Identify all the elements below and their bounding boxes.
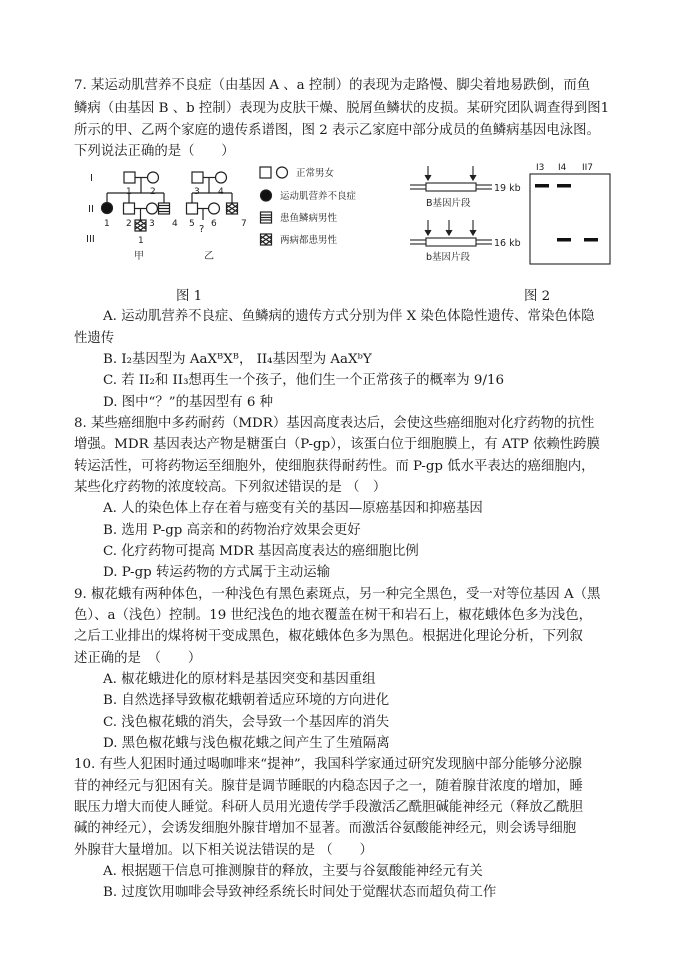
num-ii1: 1 <box>104 219 110 229</box>
lane-label-i4: I4 <box>558 163 567 173</box>
band-i3-19kb <box>535 184 549 188</box>
num-ii3: 3 <box>149 219 155 229</box>
pedigree-i1 <box>124 172 135 183</box>
q7-option-b: B. I₂基因型为 AaXᴮXᴮ， II₄基因型为 AaXᵇY <box>103 352 372 367</box>
q9-stem-line-2: 色）、a（浅色）控制。19 世纪浅色的地衣覆盖在树干和岩石上，椒花蛾体色多为浅色， <box>74 608 593 623</box>
q7-stem-line-2: 鳞病（由基因 B 、b 控制）表现为皮肤干燥、脱屑鱼鳞状的皮损。某研究团队调查得到图1 <box>74 101 610 116</box>
q10-stem-line-2: 苷的神经元与犯困有关。腺苷是调节睡眠的内稳态因子之一，随着腺苷浓度的增加，睡 <box>74 779 583 794</box>
fragment-label-B: B基因片段 <box>426 198 471 209</box>
num-ii7: 7 <box>241 219 247 229</box>
pedigree-chart <box>102 172 238 231</box>
q9-option-b: B. 自然选择导致椒花蛾朝着适应环境的方向进化 <box>103 693 390 708</box>
q8-option-a: A. 人的染色体上存在着与癌变有关的基因—原癌基因和抑癌基因 <box>103 501 483 516</box>
q8-stem-line-3: 转运活性，可将药物运至细胞外，使细胞获得耐药性。而 P-gp 低水平表达的癌细胞内， <box>74 459 595 474</box>
legend-normal-male-icon <box>260 167 271 178</box>
legend-text-normal: 正常男女 <box>296 168 335 179</box>
q9-stem-line-4: 述正确的是 （ ） <box>74 651 202 666</box>
num-iii1: 1 <box>138 236 144 246</box>
q9-stem-line-1: 9. 椒花蛾有两种体色，一种浅色有黑色素斑点，另一种完全黑色，受一对等位基因 A（黑 <box>74 587 601 602</box>
pedigree-ii3 <box>147 203 158 214</box>
band-label-19kb: 19 kb <box>494 183 521 194</box>
num-iii-question: ? <box>199 224 205 235</box>
num-i3: 3 <box>194 187 200 197</box>
q10-stem-line-1: 10. 有些人犯困时通过喝咖啡来“提神”，我国科学家通过研究发现脑中部分能够分泌腺 <box>74 757 582 772</box>
q9-option-c: C. 浅色椒花蛾的消失，会导致一个基因库的消失 <box>103 715 390 730</box>
pedigree-ii1 <box>102 203 113 214</box>
gen-label-ii: II <box>88 204 94 215</box>
q7-option-a: A. 运动肌营养不良症、鱼鳞病的遗传方式分别为伴 X 染色体隐性遗传、常染色体隐 <box>103 309 595 324</box>
q8-option-b: B. 选用 P-gp 高亲和的药物治疗效果会更好 <box>103 523 361 538</box>
lane-label-ii7: II7 <box>582 163 594 173</box>
num-ii6: 6 <box>211 219 217 229</box>
legend-text-dystrophy: 运动肌营养不良症 <box>280 191 357 202</box>
legend-text-ichthyosis: 患鱼鳞病男性 <box>280 213 338 224</box>
pedigree-ii5 <box>187 203 198 214</box>
q7-option-d: D. 图中“？”的基因型有 6 种 <box>103 395 274 410</box>
pedigree-i4 <box>216 172 227 183</box>
q8-option-d: D. P-gp 转运药物的方式属于主动运输 <box>103 565 331 580</box>
pedigree-ii2 <box>124 203 135 214</box>
pedigree-i2 <box>148 172 159 183</box>
q7-stem-line-1: 7. 某运动肌营养不良症（由基因 A 、a 控制）的表现为走路慢、脚尖着地易跌倒，而鱼 <box>74 78 591 93</box>
family-label-jia: 甲 <box>134 251 144 262</box>
lane-label-i3: I3 <box>536 163 545 173</box>
q9-option-d: D. 黑色椒花蛾与浅色椒花蛾之间产生了生殖隔离 <box>103 736 390 751</box>
q8-stem-line-2: 增强。MDR 基因表达产物是糖蛋白（P-gp），该蛋白位于细胞膜上，有 ATP 依赖性跨膜 <box>74 437 600 452</box>
q7-stem-line-4: 下列说法正确的是（ ） <box>74 144 235 159</box>
q9-stem-line-3: 之后工业排出的煤将树干变成黑色，椒花蛾体色多为黑色。根据进化理论分析，下列叙 <box>74 629 583 644</box>
electrophoresis-gel <box>530 174 610 264</box>
pedigree-i3 <box>192 172 203 183</box>
num-i1: 1 <box>126 187 132 197</box>
q10-stem-line-4: 碱的神经元），会诱发细胞外腺苷增加不显著。而激活谷氨酸能神经元，则会诱导细胞 <box>74 821 577 836</box>
fig1-caption: 图 1 <box>176 289 203 304</box>
q8-stem-line-4: 某些化疗药物的浓度较高。下列叙述错误的是 （ ） <box>74 480 387 495</box>
num-ii4: 4 <box>172 219 178 229</box>
q8-stem-line-1: 8. 某些癌细胞中多药耐药（MDR）基因高度表达后，会使这些癌细胞对化疗药物的抗性 <box>74 416 595 431</box>
fig2-caption: 图 2 <box>524 289 551 304</box>
num-i4: 4 <box>218 187 224 197</box>
q7-option-c: C. 若 II₂和 II₃想再生一个孩子，他们生一个正常孩子的概率为 9/16 <box>103 373 504 388</box>
q10-option-b: B. 过度饮用咖啡会导致神经系统长时间处于觉醒状态而超负荷工作 <box>103 885 497 900</box>
gen-label-i: I <box>90 173 93 184</box>
q10-stem-line-3: 眠压力增大而使人睡觉。科研人员用光遗传学手段激活乙酰胆碱能神经元（释放乙酰胆 <box>74 800 583 815</box>
q9-option-a: A. 椒花蛾进化的原材料是基因突变和基因重组 <box>103 672 376 687</box>
num-ii5: 5 <box>189 219 195 229</box>
pedigree-ii6 <box>209 203 220 214</box>
legend-dystrophy-icon <box>261 190 272 201</box>
band-ii7-16kb <box>584 238 598 242</box>
gen-label-iii: III <box>86 234 95 245</box>
q7-stem-line-3: 所示的甲、乙两个家庭的遗传系谱图，图 2 表示乙家庭中部分成员的鱼鳞病基因电泳图。 <box>74 123 600 138</box>
q7-option-a-cont: 性遗传 <box>74 331 115 346</box>
band-i4-16kb <box>557 238 571 242</box>
legend-normal-female-icon <box>277 167 288 178</box>
num-ii2: 2 <box>126 219 132 229</box>
band-i4-19kb <box>557 184 571 188</box>
family-label-yi: 乙 <box>204 251 214 262</box>
q10-option-a: A. 根据题干信息可推测腺苷的释放，主要与谷氨酸能神经元有关 <box>103 864 483 879</box>
num-i2: 2 <box>150 187 156 197</box>
fragment-label-b: b基因片段 <box>426 252 471 263</box>
pedigree-legend <box>260 167 288 245</box>
q8-option-c: C. 化疗药物可提高 MDR 基因高度表达的癌细胞比例 <box>103 544 419 559</box>
legend-text-both: 两病都患男性 <box>280 235 338 246</box>
q10-stem-line-5: 外腺苷大量增加。以下相关说法错误的是 （ ） <box>74 843 373 858</box>
band-label-16kb: 16 kb <box>494 238 521 249</box>
